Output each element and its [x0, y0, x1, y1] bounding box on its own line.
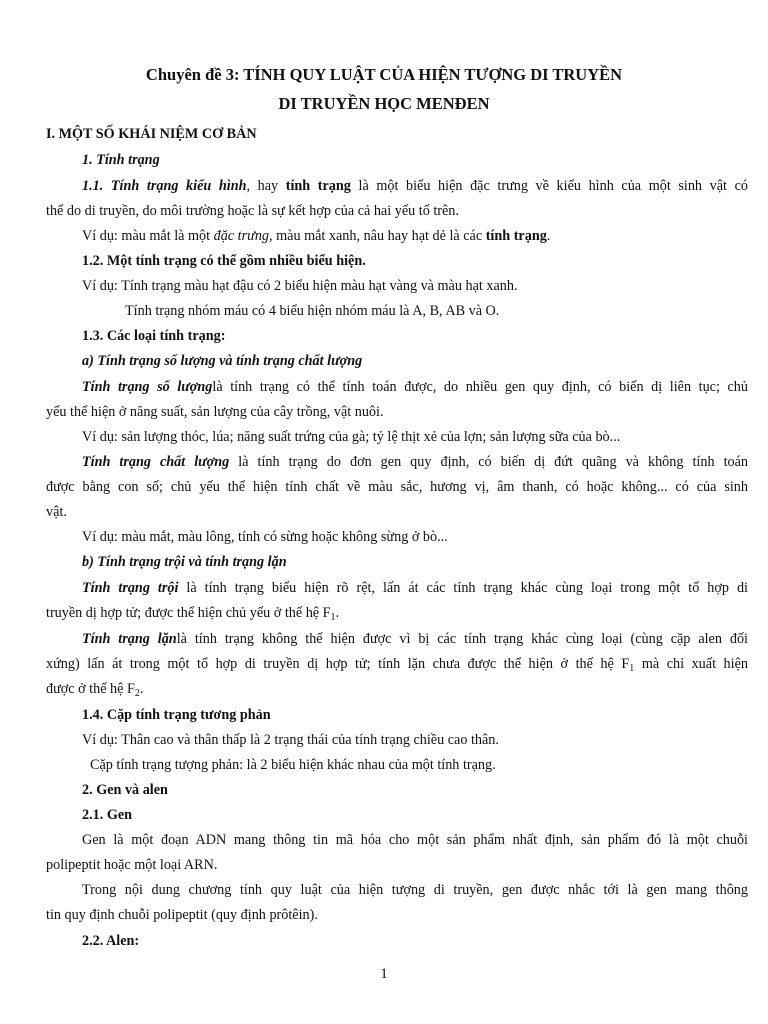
heading-2: 2. Gen và alen — [82, 782, 168, 798]
para-gen1-line2: polipeptit hoặc một loại ARN. — [46, 857, 218, 873]
doc-title-line2: DI TRUYỀN HỌC MENĐEN — [278, 94, 490, 113]
example-1-1: Ví dụ: màu mắt là một đặc trưng, màu mắt xanh, nâu hay hạt dẻ là các tính trạng. — [82, 228, 551, 244]
heading-1-2: 1.2. Một tính trạng có thể gồm nhiều biểu hiện. — [82, 253, 366, 269]
para-1-1-line2: thể do di truyền, do môi trường hoặc là sự kết hợp của cả hai yếu tố trên. — [46, 203, 459, 219]
para-chat-luong-line2: được bằng con số; chủ yếu thể hiện tính chất về màu sắc, hương vị, âm thanh, có hoặc không... có của sinh — [46, 479, 748, 495]
heading-2-2: 2.2. Alen: — [82, 933, 140, 949]
example-1-2b: Tính trạng nhóm máu có 4 biểu hiện nhóm máu là A, B, AB và O. — [125, 303, 500, 319]
example-1-4b: Cặp tính trạng tượng phản: là 2 biểu hiện khác nhau của một tính trạng. — [90, 757, 496, 773]
para-lan-line2: xứng) lấn át trong một tổ hợp di truyền dị hợp tử; tính lặn chưa được thể hiện ở thế hệ $F_1$ mà chỉ xuất hiện — [46, 656, 748, 674]
para-so-luong-line2: yếu thể hiện ở năng suất, sản lượng của cây trồng, vật nuôi. — [46, 404, 384, 420]
heading-b: b) Tính trạng trội và tính trạng lặn — [82, 554, 287, 570]
para-troi-line2: truyền dị hợp tử; được thể hiện chủ yếu ở thế hệ $F_1$. — [46, 605, 340, 623]
heading-1: 1. Tính trạng — [82, 152, 160, 168]
para-gen2-line1: Trong nội dung chương tính quy luật của hiện tượng di truyền, gen được nhắc tới là gen mang thông — [82, 882, 748, 898]
para-chat-luong-line1: Tính trạng chất lượng là tính trạng do đơn gen quy định, có biến dị đứt quãng và không tính toán — [82, 454, 748, 470]
page-number: 1 — [380, 966, 388, 982]
heading-1-4: 1.4. Cặp tính trạng tương phản — [82, 707, 271, 723]
example-so-luong: Ví dụ: sản lượng thóc, lúa; năng suất trứng của gà; tỷ lệ thịt xẻ của lợn; sản lượng sữa của bò... — [82, 429, 621, 445]
doc-title-line1: Chuyên đề 3: TÍNH QUY LUẬT CỦA HIỆN TƯỢNG DI TRUYỀN — [145, 65, 623, 84]
example-1-2a: Ví dụ: Tính trạng màu hạt đậu có 2 biểu hiện màu hạt vàng và màu hạt xanh. — [82, 278, 518, 294]
example-chat-luong: Ví dụ: màu mắt, màu lông, tính có sừng hoặc không sừng ở bò... — [82, 529, 448, 545]
para-gen1-line1: Gen là một đoạn ADN mang thông tin mã hóa cho một sản phẩm nhất định, sản phẩm đó là một chuỗi — [82, 832, 748, 848]
para-troi-line1: Tính trạng trội là tính trạng biểu hiện rõ rệt, lấn át các tính trạng khác cùng loại trong một tổ hợp di — [82, 580, 748, 596]
para-lan-line1: Tính trạng lặnlà tính trạng không thể hiện được vì bị các tính trạng khác cùng loại (cùng cặp alen đối — [82, 631, 748, 647]
para-chat-luong-line3: vật. — [46, 504, 67, 520]
para-1-1-line1: 1.1. Tính trạng kiểu hình, hay tính trạng là một biểu hiện đặc trưng về kiểu hình của một sinh vật có — [82, 178, 748, 194]
para-lan-line3: được ở thế hệ $F_2$. — [46, 681, 144, 699]
heading-2-1: 2.1. Gen — [82, 807, 133, 823]
example-1-4a: Ví dụ: Thân cao và thân thấp là 2 trạng thái của tính trạng chiều cao thân. — [82, 732, 499, 748]
para-so-luong-line1: Tính trạng số lượnglà tính trạng có thể tính toán được, do nhiều gen quy định, có biến dị liên tục; chủ — [82, 379, 748, 395]
para-gen2-line2: tin quy định chuỗi polipeptit (quy định prôtêin). — [46, 907, 318, 923]
section-heading-I: I. MỘT SỐ KHÁI NIỆM CƠ BẢN — [46, 126, 257, 142]
heading-a: a) Tính trạng số lượng và tính trạng chất lượng — [82, 353, 363, 369]
heading-1-3: 1.3. Các loại tính trạng: — [82, 328, 226, 344]
